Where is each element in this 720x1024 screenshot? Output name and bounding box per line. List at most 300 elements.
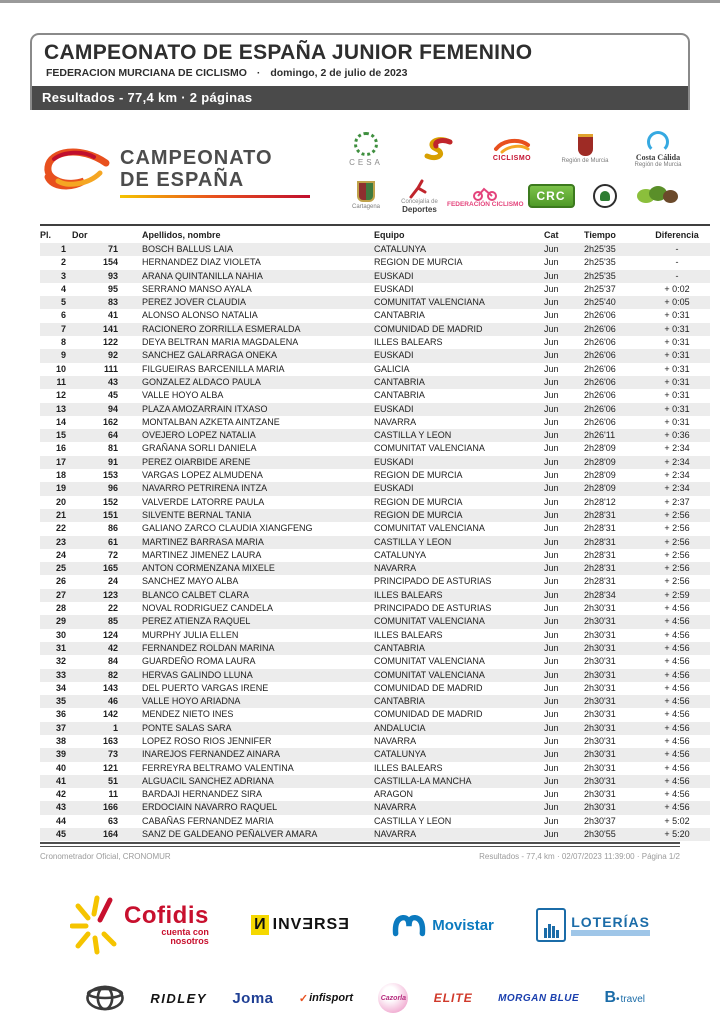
- cell-time: 2h28'31: [584, 536, 616, 547]
- cell-dorsal: 124: [102, 629, 118, 640]
- cell-team: COMUNIDAD DE MADRID: [374, 323, 483, 334]
- table-row: [40, 682, 710, 695]
- cell-diff: + 2:56: [664, 563, 690, 574]
- col-header-time: Tiempo: [584, 230, 616, 240]
- cell-name: ARANA QUINTANILLA NAHIA: [142, 270, 263, 281]
- cell-dorsal: 94: [107, 403, 118, 414]
- cell-place: 43: [55, 802, 66, 813]
- cell-cat: Jun: [544, 775, 559, 786]
- cell-time: 2h30'31: [584, 642, 616, 653]
- cell-name: PEREZ ATIENZA RAQUEL: [142, 616, 251, 627]
- table-row: [40, 442, 710, 455]
- cell-name: GALIANO ZARCO CLAUDIA XIANGFENG: [142, 523, 313, 534]
- cell-time: 2h28'09: [584, 470, 616, 481]
- cell-place: 22: [55, 523, 66, 534]
- table-row: [40, 403, 710, 416]
- cell-diff: + 4:56: [664, 696, 690, 707]
- logos-band: [40, 122, 684, 222]
- table-row: [40, 695, 710, 708]
- cell-time: 2h28'09: [584, 456, 616, 467]
- table-row: [40, 323, 710, 336]
- cell-dorsal: 71: [107, 244, 118, 254]
- cell-time: 2h25'35: [584, 244, 616, 254]
- cell-place: 2: [60, 257, 66, 268]
- cell-team: ARAGON: [374, 789, 414, 800]
- cell-cat: Jun: [544, 297, 559, 308]
- cell-name: GUARDEÑO ROMA LAURA: [142, 656, 256, 667]
- cell-place: 18: [55, 470, 66, 481]
- cell-name: FILGUEIRAS BARCENILLA MARIA: [142, 363, 285, 374]
- cell-dorsal: 164: [102, 829, 118, 840]
- cell-name: FERREYRA BELTRAMO VALENTINA: [142, 762, 294, 773]
- cell-cat: Jun: [544, 829, 559, 840]
- cell-dorsal: 151: [102, 509, 118, 520]
- cell-cat: Jun: [544, 802, 559, 813]
- page-title: CAMPEONATO DE ESPAÑA JUNIOR FEMENINO: [44, 41, 533, 64]
- cell-name: OVEJERO LOPEZ NATALIA: [142, 430, 256, 441]
- cell-cat: Jun: [544, 735, 559, 746]
- cell-diff: + 0:31: [664, 390, 690, 401]
- cell-cat: Jun: [544, 244, 559, 254]
- table-row: [40, 283, 710, 296]
- loterias-wordmark: LOTERÍAS: [571, 913, 650, 930]
- table-row: [40, 629, 710, 642]
- cell-time: 2h26'06: [584, 337, 616, 348]
- cell-team: REGION DE MURCIA: [374, 509, 463, 520]
- page-footer: [40, 852, 680, 861]
- cell-name: VARGAS LOPEZ ALMUDENA: [142, 470, 263, 481]
- rfec-swoosh-icon: [492, 137, 532, 155]
- cell-diff: + 0:31: [664, 376, 690, 387]
- cell-team: CASTILLA Y LEON: [374, 815, 452, 826]
- toyota-logo: [85, 985, 125, 1011]
- cell-dorsal: 96: [107, 483, 118, 494]
- cell-cat: Jun: [544, 257, 559, 268]
- cell-cat: Jun: [544, 390, 559, 401]
- cell-dorsal: 61: [107, 536, 118, 547]
- murcia-shield-icon: [578, 134, 593, 156]
- cell-cat: Jun: [544, 629, 559, 640]
- cell-team: COMUNITAT VALENCIANA: [374, 297, 485, 308]
- cell-diff: + 4:56: [664, 669, 690, 680]
- cell-cat: Jun: [544, 323, 559, 334]
- cell-diff: + 4:56: [664, 735, 690, 746]
- cell-diff: -: [675, 270, 679, 281]
- cell-place: 16: [55, 443, 66, 454]
- cell-dorsal: 82: [107, 669, 118, 680]
- cell-name: BOSCH BALLUS LAIA: [142, 244, 234, 254]
- cell-diff: + 0:31: [664, 403, 690, 414]
- col-header-pl: Pl.: [40, 230, 52, 240]
- table-row: [40, 243, 710, 256]
- table-row: [40, 602, 710, 615]
- page-top-divider: [0, 0, 720, 3]
- cell-place: 30: [55, 629, 66, 640]
- cell-cat: Jun: [544, 483, 559, 494]
- cell-diff: + 4:56: [664, 642, 690, 653]
- cell-dorsal: 163: [102, 735, 118, 746]
- cell-place: 11: [56, 376, 66, 387]
- cell-place: 39: [55, 749, 66, 760]
- cell-place: 15: [55, 430, 66, 441]
- cell-team: EUSKADI: [374, 283, 414, 294]
- cell-cat: Jun: [544, 536, 559, 547]
- cell-name: DEYA BELTRAN MARIA MAGDALENA: [142, 337, 299, 348]
- cell-place: 33: [55, 669, 66, 680]
- cell-diff: + 2:56: [664, 536, 690, 547]
- cell-cat: Jun: [544, 762, 559, 773]
- cell-time: 2h28'09: [584, 483, 616, 494]
- cell-dorsal: 73: [107, 749, 118, 760]
- cell-cat: Jun: [544, 589, 559, 600]
- cell-place: 9: [60, 350, 66, 361]
- infisport-mark-icon: ✓: [298, 992, 309, 1005]
- bottom-sponsors-row1: [70, 886, 650, 964]
- cell-name: SANCHEZ MAYO ALBA: [142, 576, 239, 587]
- cell-name: MONTALBAN AZKETA AINTZANE: [142, 416, 280, 427]
- cell-name: NAVARRO PETRIRENA INTZA: [142, 483, 268, 494]
- region-murcia-logo: Región de Murcia: [559, 134, 611, 165]
- footer-left: Cronometrador Oficial, CRONOMUR: [40, 852, 171, 861]
- cell-place: 17: [55, 456, 66, 467]
- table-row: [40, 482, 710, 495]
- cell-team: CASTILLA-LA MANCHA: [374, 775, 472, 786]
- col-header-dor: Dor: [72, 230, 88, 240]
- cell-diff: + 4:56: [664, 802, 690, 813]
- cell-time: 2h26'06: [584, 416, 616, 427]
- cell-name: PLAZA AMOZARRAIN ITXASO: [142, 403, 268, 414]
- cell-place: 6: [60, 310, 66, 321]
- cell-place: 3: [60, 270, 66, 281]
- cell-time: 2h28'31: [584, 523, 616, 534]
- col-header-team: Equipo: [374, 230, 405, 240]
- cell-team: ANDALUCIA: [374, 722, 426, 733]
- cell-cat: Jun: [544, 709, 559, 720]
- cell-place: 13: [55, 403, 66, 414]
- cell-place: 12: [55, 390, 66, 401]
- cell-diff: + 2:59: [664, 589, 690, 600]
- cell-diff: + 2:34: [664, 443, 690, 454]
- header-frame: [30, 33, 690, 110]
- cell-team: CANTABRIA: [374, 642, 425, 653]
- costa-calida-icon: [647, 131, 669, 153]
- cell-time: 2h28'31: [584, 509, 616, 520]
- cofidis-logo: [70, 894, 209, 956]
- cell-time: 2h28'34: [584, 589, 616, 600]
- table-row: [40, 456, 710, 469]
- table-row: [40, 562, 710, 575]
- cell-cat: Jun: [544, 642, 559, 653]
- cell-time: 2h30'31: [584, 629, 616, 640]
- cell-diff: + 5:20: [664, 829, 690, 840]
- cell-name: CABAÑAS FERNANDEZ MARIA: [142, 815, 274, 826]
- cell-team: REGION DE MURCIA: [374, 257, 463, 268]
- cell-cat: Jun: [544, 656, 559, 667]
- cell-team: NAVARRA: [374, 735, 417, 746]
- movistar-m-icon: [392, 913, 426, 937]
- cell-time: 2h26'06: [584, 323, 616, 334]
- cell-name: PONTE SALAS SARA: [142, 722, 232, 733]
- cell-diff: + 0:36: [664, 430, 690, 441]
- cell-name: ALGUACIL SANCHEZ ADRIANA: [142, 775, 274, 786]
- cell-team: ILLES BALEARS: [374, 629, 443, 640]
- cell-team: CANTABRIA: [374, 696, 425, 707]
- cell-team: CASTILLA Y LEON: [374, 430, 452, 441]
- campeonato-espana-logo: [40, 143, 340, 201]
- cell-team: EUSKADI: [374, 350, 414, 361]
- cell-team: COMUNITAT VALENCIANA: [374, 443, 485, 454]
- table-row: [40, 801, 710, 814]
- cell-place: 36: [55, 709, 66, 720]
- cell-name: DEL PUERTO VARGAS IRENE: [142, 682, 269, 693]
- cell-place: 35: [55, 696, 66, 707]
- table-row: [40, 522, 710, 535]
- cell-diff: + 0:31: [664, 363, 690, 374]
- cell-diff: + 2:34: [664, 483, 690, 494]
- cell-cat: Jun: [544, 376, 559, 387]
- cell-place: 41: [55, 775, 66, 786]
- cell-diff: -: [675, 244, 679, 254]
- bottom-sponsors-row2: [85, 978, 645, 1018]
- cell-diff: + 4:56: [664, 775, 690, 786]
- cell-cat: Jun: [544, 523, 559, 534]
- cell-place: 19: [55, 483, 66, 494]
- terra-blobs-icon: [637, 186, 679, 206]
- cell-place: 37: [55, 722, 66, 733]
- tree-emblem-icon: [593, 184, 617, 208]
- cell-dorsal: 1: [112, 722, 118, 733]
- cell-place: 42: [55, 789, 66, 800]
- cesa-logo: CESA: [340, 132, 392, 167]
- cell-time: 2h26'06: [584, 350, 616, 361]
- col-header-diff: Diferencia: [655, 230, 699, 240]
- cell-time: 2h25'40: [584, 297, 616, 308]
- cell-diff: + 0:31: [664, 323, 690, 334]
- table-row: [40, 615, 710, 628]
- cell-dorsal: 24: [107, 576, 118, 587]
- cell-cat: Jun: [544, 603, 559, 614]
- table-row: [40, 363, 710, 376]
- cell-time: 2h30'31: [584, 682, 616, 693]
- cell-dorsal: 91: [107, 456, 118, 467]
- cell-cat: Jun: [544, 350, 559, 361]
- cell-dorsal: 42: [107, 642, 118, 653]
- table-row: [40, 788, 710, 801]
- inverse-n-icon: И: [251, 915, 269, 935]
- cell-place: 23: [55, 536, 66, 547]
- cell-time: 2h30'31: [584, 709, 616, 720]
- cell-diff: -: [675, 257, 679, 268]
- csd-swirl-icon: [422, 137, 456, 163]
- cell-diff: + 4:56: [664, 709, 690, 720]
- cofidis-sun-icon: [70, 894, 124, 956]
- cell-name: SILVENTE BERNAL TANIA: [142, 509, 252, 520]
- cell-time: 2h26'06: [584, 390, 616, 401]
- cell-time: 2h26'06: [584, 376, 616, 387]
- cell-team: CANTABRIA: [374, 310, 425, 321]
- cell-dorsal: 153: [102, 470, 118, 481]
- cell-dorsal: 81: [107, 443, 118, 454]
- table-row: [40, 496, 710, 509]
- btravel-logo: B • travel: [604, 989, 645, 1006]
- cell-dorsal: 22: [107, 603, 118, 614]
- cell-name: BLANCO CALBET CLARA: [142, 589, 249, 600]
- event-date: domingo, 2 de julio de 2023: [270, 67, 408, 79]
- cell-cat: Jun: [544, 283, 559, 294]
- cell-dorsal: 63: [107, 815, 118, 826]
- cell-diff: + 2:56: [664, 523, 690, 534]
- cell-place: 25: [55, 563, 66, 574]
- cell-time: 2h25'37: [584, 283, 616, 294]
- cell-team: NAVARRA: [374, 563, 417, 574]
- cell-name: MURPHY JULIA ELLEN: [142, 629, 239, 640]
- cell-team: COMUNITAT VALENCIANA: [374, 523, 485, 534]
- cell-team: PRINCIPADO DE ASTURIAS: [374, 576, 492, 587]
- cell-time: 2h30'31: [584, 762, 616, 773]
- cell-name: MENDEZ NIETO INES: [142, 709, 234, 720]
- cell-name: ANTON CORMENZANA MIXELE: [142, 563, 275, 574]
- cell-cat: Jun: [544, 669, 559, 680]
- cell-team: COMUNITAT VALENCIANA: [374, 656, 485, 667]
- table-row: [40, 735, 710, 748]
- ridley-logo: RIDLEY: [150, 990, 207, 1006]
- cell-dorsal: 166: [102, 802, 118, 813]
- cell-cat: Jun: [544, 403, 559, 414]
- cell-team: ILLES BALEARS: [374, 589, 443, 600]
- cell-time: 2h25'35: [584, 270, 616, 281]
- cell-name: VALLE HOYO ARIADNA: [142, 696, 241, 707]
- cell-name: INAREJOS FERNANDEZ AINARA: [142, 749, 281, 760]
- footer-right: Resultados - 77,4 km · 02/07/2023 11:39:00 · Página 1/2: [479, 852, 680, 861]
- elite-logo: ELITE: [433, 991, 473, 1005]
- cell-cat: Jun: [544, 337, 559, 348]
- cell-dorsal: 122: [102, 337, 118, 348]
- header-subtitle: [32, 65, 688, 86]
- table-row: [40, 722, 710, 735]
- cell-team: ILLES BALEARS: [374, 762, 443, 773]
- cell-team: GALICIA: [374, 363, 410, 374]
- cell-dorsal: 86: [107, 523, 118, 534]
- cell-team: CATALUNYA: [374, 244, 427, 254]
- cell-team: COMUNIDAD DE MADRID: [374, 709, 483, 720]
- cell-dorsal: 46: [107, 696, 118, 707]
- cell-dorsal: 92: [107, 350, 118, 361]
- cell-team: PRINCIPADO DE ASTURIAS: [374, 603, 492, 614]
- cell-team: REGION DE MURCIA: [374, 496, 463, 507]
- cell-name: SANCHEZ GALARRAGA ONEKA: [142, 350, 278, 361]
- cell-cat: Jun: [544, 270, 559, 281]
- cell-cat: Jun: [544, 696, 559, 707]
- cell-time: 2h30'31: [584, 669, 616, 680]
- cell-name: RACIONERO ZORRILLA ESMERALDA: [142, 323, 301, 334]
- cell-diff: + 4:56: [664, 722, 690, 733]
- cell-team: COMUNITAT VALENCIANA: [374, 616, 485, 627]
- cell-cat: Jun: [544, 509, 559, 520]
- cell-diff: + 2:37: [664, 496, 690, 507]
- cell-diff: + 4:56: [664, 762, 690, 773]
- cell-place: 32: [55, 656, 66, 667]
- cell-team: NAVARRA: [374, 802, 417, 813]
- cell-place: 45: [55, 829, 66, 840]
- flame-swoosh-icon: [40, 143, 112, 201]
- cell-dorsal: 93: [107, 270, 118, 281]
- table-row: [40, 669, 710, 682]
- cell-team: ILLES BALEARS: [374, 337, 443, 348]
- ayto-cartagena-logo: Cartagena: [340, 181, 392, 211]
- cell-team: COMUNIDAD DE MADRID: [374, 682, 483, 693]
- table-header-row: [40, 225, 710, 243]
- cell-diff: + 2:34: [664, 470, 690, 481]
- results-summary-bar: Resultados - 77,4 km · 2 páginas: [32, 86, 688, 110]
- table-row: [40, 429, 710, 442]
- cell-name: ALONSO ALONSO NATALIA: [142, 310, 258, 321]
- cell-diff: + 4:56: [664, 749, 690, 760]
- cell-place: 26: [55, 576, 66, 587]
- cell-name: FERNANDEZ ROLDAN MARINA: [142, 642, 275, 653]
- cell-dorsal: 165: [102, 563, 118, 574]
- table-row: [40, 762, 710, 775]
- cell-cat: Jun: [544, 576, 559, 587]
- table-row: [40, 509, 710, 522]
- cell-diff: + 4:56: [664, 629, 690, 640]
- cell-dorsal: 154: [102, 257, 118, 268]
- cell-dorsal: 95: [107, 283, 118, 294]
- cell-dorsal: 84: [107, 656, 118, 667]
- table-row: [40, 642, 710, 655]
- cell-time: 2h30'31: [584, 656, 616, 667]
- cell-place: 10: [55, 363, 66, 374]
- csd-logo: [413, 137, 465, 163]
- costa-calida-logo: Costa Cálida Región de Murcia: [632, 131, 684, 169]
- table-row: [40, 589, 710, 602]
- cell-diff: + 2:56: [664, 576, 690, 587]
- cell-name: BARDAJI HERNANDEZ SIRA: [142, 789, 263, 800]
- cell-cat: Jun: [544, 416, 559, 427]
- cell-team: EUSKADI: [374, 483, 414, 494]
- table-row: [40, 775, 710, 788]
- cell-time: 2h28'31: [584, 576, 616, 587]
- cyclist-icon: [472, 185, 498, 201]
- results-body: [40, 243, 710, 841]
- cell-cat: Jun: [544, 616, 559, 627]
- cell-dorsal: 51: [107, 775, 118, 786]
- cell-place: 5: [60, 297, 66, 308]
- cell-place: 20: [55, 496, 66, 507]
- cell-cat: Jun: [544, 549, 559, 560]
- cell-time: 2h28'31: [584, 563, 616, 574]
- table-row: [40, 655, 710, 668]
- cell-dorsal: 45: [107, 390, 118, 401]
- cell-place: 14: [55, 416, 66, 427]
- cell-time: 2h30'31: [584, 789, 616, 800]
- tree-emblem-logo: [579, 184, 631, 208]
- cell-dorsal: 11: [108, 789, 118, 800]
- cell-diff: + 0:31: [664, 337, 690, 348]
- cell-time: 2h26'11: [584, 430, 616, 441]
- cell-team: EUSKADI: [374, 403, 414, 414]
- cell-place: 29: [55, 616, 66, 627]
- cell-dorsal: 64: [107, 430, 118, 441]
- col-header-name: Apellidos, nombre: [142, 230, 221, 240]
- cell-diff: + 0:31: [664, 350, 690, 361]
- cell-place: 1: [60, 244, 66, 254]
- cell-diff: + 0:31: [664, 416, 690, 427]
- table-row: [40, 296, 710, 309]
- table-row: [40, 349, 710, 362]
- cell-time: 2h30'31: [584, 749, 616, 760]
- cell-dorsal: 85: [107, 616, 118, 627]
- cell-time: 2h26'06: [584, 310, 616, 321]
